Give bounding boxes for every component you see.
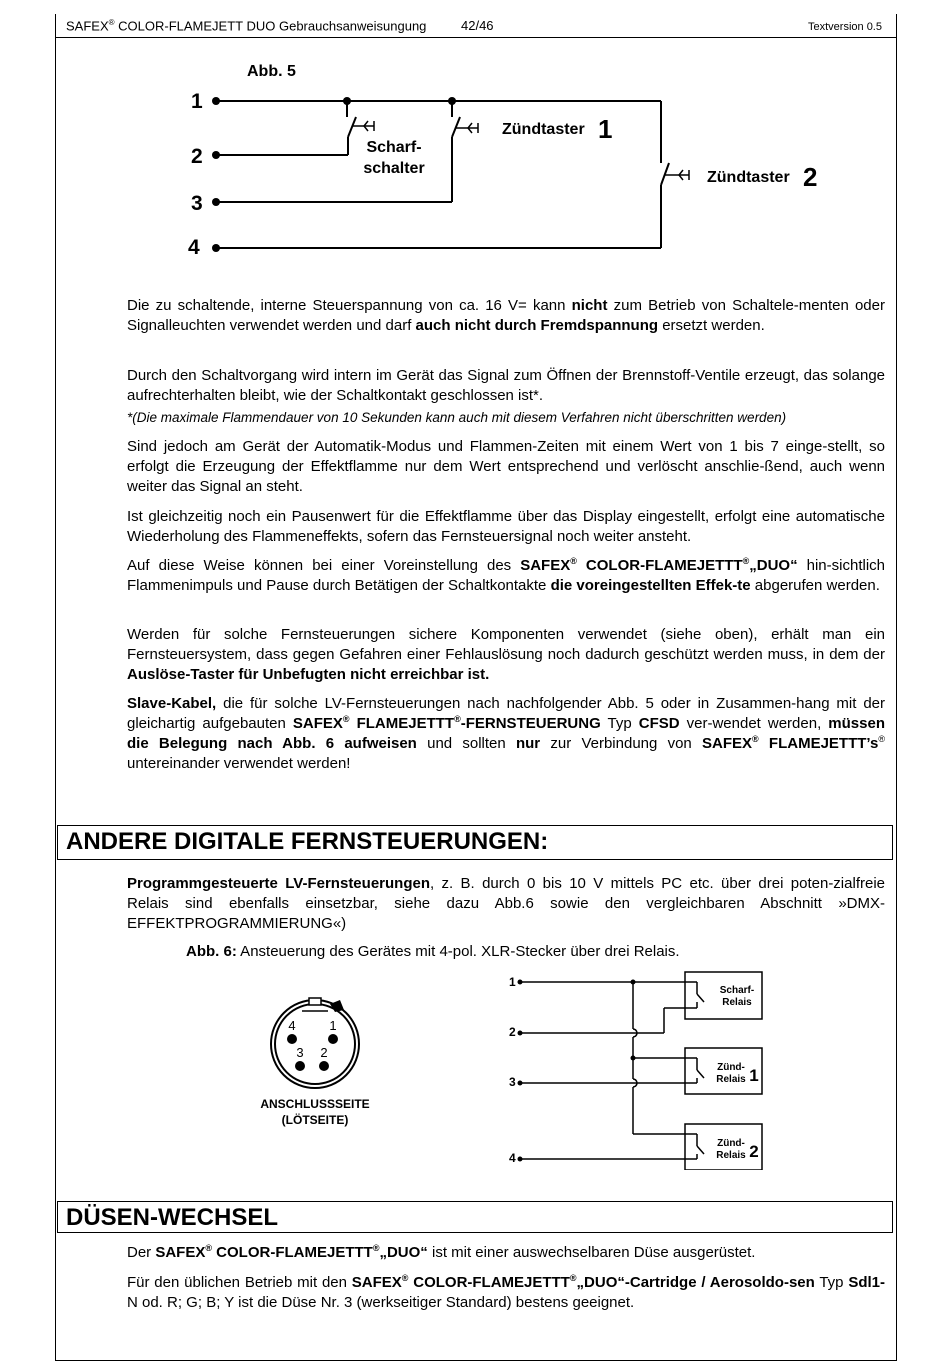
xlr-pin-2 xyxy=(319,1061,329,1071)
xlr-pin-label-3: 3 xyxy=(296,1045,304,1060)
paragraph-duese-intro: Der SAFEX® COLOR-FLAMEJETTT®„DUO“ ist mit einer auswechselbaren Düse ausgerüstet. xyxy=(127,1243,756,1261)
fig5-terminal-3: 3 xyxy=(191,192,203,215)
fig5-title: Abb. 5 xyxy=(247,63,296,80)
relay-zuend1-label-2: Relais xyxy=(716,1074,746,1085)
xlr-key-notch xyxy=(309,998,321,1005)
fig6-terminal-3: 3 xyxy=(509,1075,516,1089)
fig5-terminal-2: 2 xyxy=(191,145,203,168)
scharfschalter-label-2: schalter xyxy=(363,160,425,177)
fig6-terminal-1: 1 xyxy=(509,975,516,989)
xlr-pin-label-4: 4 xyxy=(288,1018,296,1033)
paragraph-programmgesteuert: Programmgesteuerte LV-Fernsteuerungen, z. B. durch 0 bis 10 V mittels PC etc. über drei poten-zialfreie Relais sind ebenfalls einsetzbar, siehe dazu Abb.6 sowie den vergleichbaren Abschnitt »DMX-EFFEKTPROGRAMMIERUNG«) xyxy=(127,875,885,932)
relay-zuend2-label-2: Relais xyxy=(716,1150,746,1161)
relay-zuend1-label-1: Zünd- xyxy=(717,1062,745,1073)
text-version: Textversion 0.5 xyxy=(808,21,882,33)
xlr-connector-diagram xyxy=(255,992,385,1132)
xlr-pin-1 xyxy=(328,1034,338,1044)
xlr-outer-ring xyxy=(271,1000,359,1088)
zuendtaster-2-number: 2 xyxy=(803,162,818,192)
xlr-pin-4 xyxy=(287,1034,297,1044)
figure-5-circuit xyxy=(180,55,840,270)
fig6-nodes xyxy=(518,980,636,1162)
zuendtaster-1-label: Zündtaster xyxy=(502,121,585,138)
zuendtaster-2-label: Zündtaster xyxy=(707,169,790,186)
fig6-terminal-2: 2 xyxy=(509,1025,516,1039)
fig6-terminal-4: 4 xyxy=(509,1151,516,1165)
relay-scharf-label-2: Relais xyxy=(722,997,752,1008)
zuendtaster-1-number: 1 xyxy=(598,114,613,144)
xlr-pin-label-2: 2 xyxy=(320,1045,328,1060)
xlr-caption-2: (LÖTSEITE) xyxy=(281,1113,349,1127)
fig5-terminal-4: 4 xyxy=(188,236,200,259)
paragraph-duese-standard: Für den üblichen Betrieb mit den SAFEX® COLOR-FLAMEJETTT®„DUO“-Cartridge / Aerosoldo-sen Typ Sdl1-N od. R; G; B; Y ist die Düse Nr. 3 (werkseitiger Standard) bestens geeignet. xyxy=(127,1273,885,1311)
paragraph-automatik: Sind jedoch am Gerät der Automatik-Modus und Flammen-Zeiten mit einem Wert von 1 bis 7 einge-stellt, so erfolgt die Erzeugung der Effektflamme nur dem Wert entsprechend und verlöscht anschlie-ßend, auch wenn weiter das Signal an steht. xyxy=(127,438,885,495)
paragraph-voreinstellung: Auf diese Weise können bei einer Voreinstellung des SAFEX® COLOR-FLAMEJETTT®„DUO“ hin-sichtlich Flammenimpuls und Pause durch Betätigen der Schaltkontakte die voreingestellten Effek-te abgerufen werden. xyxy=(127,556,885,594)
paragraph-schaltvorgang: Durch den Schaltvorgang wird intern im Gerät das Signal zum Öffnen der Brennstoff-Ventile erzeugt, das solange aufrechterhalten bleibt, wie der Schaltkontakt geschlossen ist*. xyxy=(127,367,885,404)
relay-zuend2-number: 2 xyxy=(749,1142,759,1161)
header-divider xyxy=(55,37,896,38)
figure-6-relay-diagram xyxy=(500,965,780,1170)
section-heading-duesen-wechsel: DÜSEN-WECHSEL xyxy=(57,1201,893,1233)
relay-zuend1-number: 1 xyxy=(749,1066,759,1085)
relay-zuend2-label-1: Zünd- xyxy=(717,1138,745,1149)
figure-6-caption: Abb. 6: Ansteuerung des Gerätes mit 4-pol. XLR-Stecker über drei Relais. xyxy=(186,943,680,960)
section-heading-digitale-fernsteuerungen: ANDERE DIGITALE FERNSTEUERUNGEN: xyxy=(57,825,893,860)
xlr-caption-1: ANSCHLUSSSEITE xyxy=(260,1097,370,1111)
relay-scharf-label-1: Scharf- xyxy=(719,985,755,996)
paragraph-steuerspannung: Die zu schaltende, interne Steuerspannung von ca. 16 V= kann nicht zum Betrieb von Schaltele-menten oder Signalleuchten verwendet werden und darf auch nicht durch Fremdspannung ersetzt werden. xyxy=(127,297,885,334)
xlr-latch xyxy=(330,1000,344,1012)
paragraph-pausenwert: Ist gleichzeitig noch ein Pausenwert für die Effektflamme über das Display eingestellt, erfolgt eine automatische Wiederholung des Flammeneffekts, sofern das Fernsteuersignal noch weiter ansteht. xyxy=(127,508,885,545)
page-number: 42/46 xyxy=(461,18,494,33)
xlr-pin-label-1: 1 xyxy=(329,1018,337,1033)
paragraph-slave-kabel: Slave-Kabel, die für solche LV-Fernsteuerungen nach nachfolgender Abb. 5 oder in Zusammen-hang mit der gleichartig aufgebauten SAFEX® FLAMEJETTT®-FERNSTEUERUNG Typ CFSD ver-wendet werden, müssen die Belegung nach Abb. 6 aufweisen und sollten nur zur Verbindung von SAFEX® FLAMEJETTT’s® untereinander verwendet werden! xyxy=(127,695,886,772)
fig5-terminal-1: 1 xyxy=(191,90,203,113)
header-title: SAFEX® COLOR-FLAMEJETT DUO Gebrauchsanweisungung xyxy=(66,18,427,34)
scharfschalter-label-1: Scharf- xyxy=(366,139,422,156)
fig5-wires xyxy=(216,101,689,248)
paragraph-fernsteuersystem: Werden für solche Fernsteuerungen sichere Komponenten verwendet (siehe oben), erhält man ein Fernsteuersystem, dass gegen Gefahren einer Fehlauslösung noch dadurch geschützt werden muss, in dem der Auslöse-Taster für Unbefugten nicht erreichbar ist. xyxy=(127,626,885,683)
paragraph-note: *(Die maximale Flammendauer von 10 Sekunden kann auch mit diesem Verfahren nicht überschritten werden) xyxy=(127,410,787,425)
xlr-pin-3 xyxy=(295,1061,305,1071)
